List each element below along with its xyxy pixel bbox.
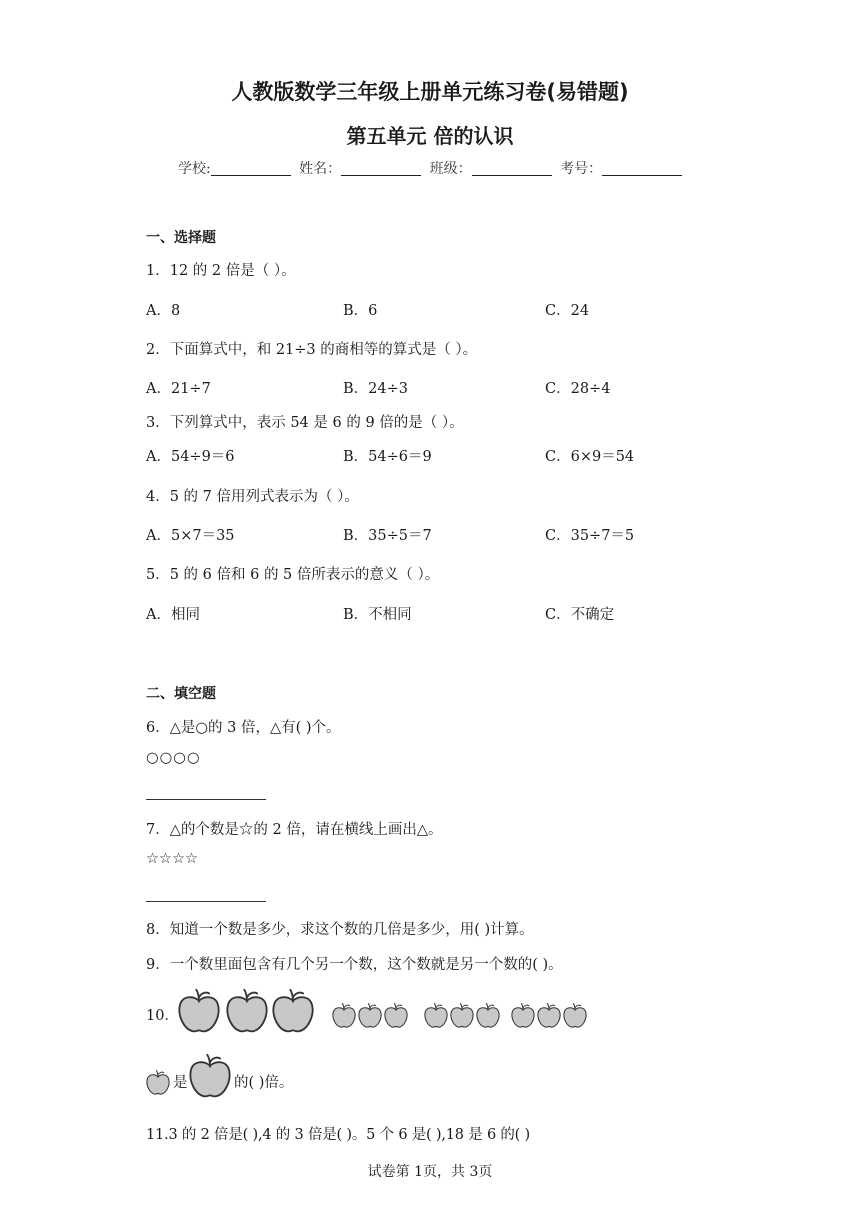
student-info-row	[178, 158, 686, 178]
q2-option-c[interactable]: C．28÷4	[545, 381, 611, 397]
q1-option-a[interactable]: A．8	[146, 303, 181, 319]
big-apple-icon	[176, 986, 222, 1034]
q6-circles: ○○○○	[146, 750, 201, 766]
section-fill-heading: 二、填空题	[146, 686, 216, 702]
question-11: 11.3 的 2 倍是( ),4 的 3 倍是( )。5 个 6 是( ),18 是 6 的( )	[146, 1127, 531, 1143]
q10-is-text: 是	[173, 1075, 188, 1091]
exam-number-blank[interactable]	[602, 161, 682, 176]
question-8: 8．知道一个数是多少，求这个数的几倍是多少，用( )计算。	[146, 922, 534, 938]
q6-answer-line[interactable]	[146, 799, 266, 800]
exam-number-label: 考号：	[560, 161, 603, 177]
q4-option-b[interactable]: B．35÷5＝7	[343, 528, 432, 544]
q4-option-c[interactable]: C．35÷7＝5	[545, 528, 635, 544]
q10-blank-text: 的( )倍。	[234, 1075, 294, 1091]
school-blank[interactable]	[211, 161, 291, 176]
section-choice-heading: 一、选择题	[146, 230, 216, 246]
question-6: 6．△是○的 3 倍，△有( )个。	[146, 720, 341, 736]
name-label: 姓名：	[299, 161, 342, 177]
class-label: 班级：	[429, 161, 472, 177]
question-7: 7．△的个数是☆的 2 倍，请在横线上画出△。	[146, 822, 443, 838]
small-apple-icon	[536, 1001, 562, 1029]
question-1: 1．12 的 2 倍是（ ）。	[146, 263, 296, 279]
q4-option-a[interactable]: A．5×7＝35	[146, 528, 235, 544]
q7-stars: ☆☆☆☆	[146, 851, 198, 867]
small-apple-icon	[510, 1001, 536, 1029]
question-5: 5．5 的 6 倍和 6 的 5 倍所表示的意义（ ）。	[146, 567, 440, 583]
question-4: 4．5 的 7 倍用列式表示为（ ）。	[146, 489, 359, 505]
class-blank[interactable]	[472, 161, 552, 176]
question-3: 3．下列算式中，表示 54 是 6 的 9 倍的是（ ）。	[146, 415, 464, 431]
small-apple-icon	[383, 1001, 409, 1029]
small-apple-icon	[331, 1001, 357, 1029]
small-apple-icon	[562, 1001, 588, 1029]
q3-option-b[interactable]: B．54÷6＝9	[343, 449, 432, 465]
school-label: 学校:	[178, 161, 211, 177]
small-apple-icon	[357, 1001, 383, 1029]
q2-option-b[interactable]: B．24÷3	[343, 381, 408, 397]
big-apple-icon	[270, 986, 316, 1034]
small-apple-icon	[145, 1068, 171, 1096]
q7-answer-line[interactable]	[146, 901, 266, 902]
big-apple-icon	[224, 986, 270, 1034]
small-apple-icon	[423, 1001, 449, 1029]
q1-option-b[interactable]: B．6	[343, 303, 378, 319]
q5-option-a[interactable]: A．相同	[146, 607, 200, 623]
q3-option-c[interactable]: C．6×9＝54	[545, 449, 635, 465]
document-subtitle: 第五单元 倍的认识	[346, 124, 514, 148]
question-2: 2．下面算式中，和 21÷3 的商相等的算式是（ ）。	[146, 342, 478, 358]
q1-option-c[interactable]: C．24	[545, 303, 590, 319]
question-9: 9．一个数里面包含有几个另一个数，这个数就是另一个数的( )。	[146, 957, 563, 973]
name-blank[interactable]	[341, 161, 421, 176]
q5-option-c[interactable]: C．不确定	[545, 607, 615, 623]
document-title: 人教版数学三年级上册单元练习卷(易错题)	[231, 80, 629, 104]
question-10-label: 10．	[146, 1008, 179, 1024]
big-apple-icon	[187, 1051, 233, 1099]
small-apple-icon	[475, 1001, 501, 1029]
page-footer: 试卷第 1页，共 3页	[367, 1164, 493, 1180]
small-apple-icon	[449, 1001, 475, 1029]
q3-option-a[interactable]: A．54÷9＝6	[146, 449, 235, 465]
q2-option-a[interactable]: A．21÷7	[146, 381, 211, 397]
q5-option-b[interactable]: B．不相同	[343, 607, 412, 623]
